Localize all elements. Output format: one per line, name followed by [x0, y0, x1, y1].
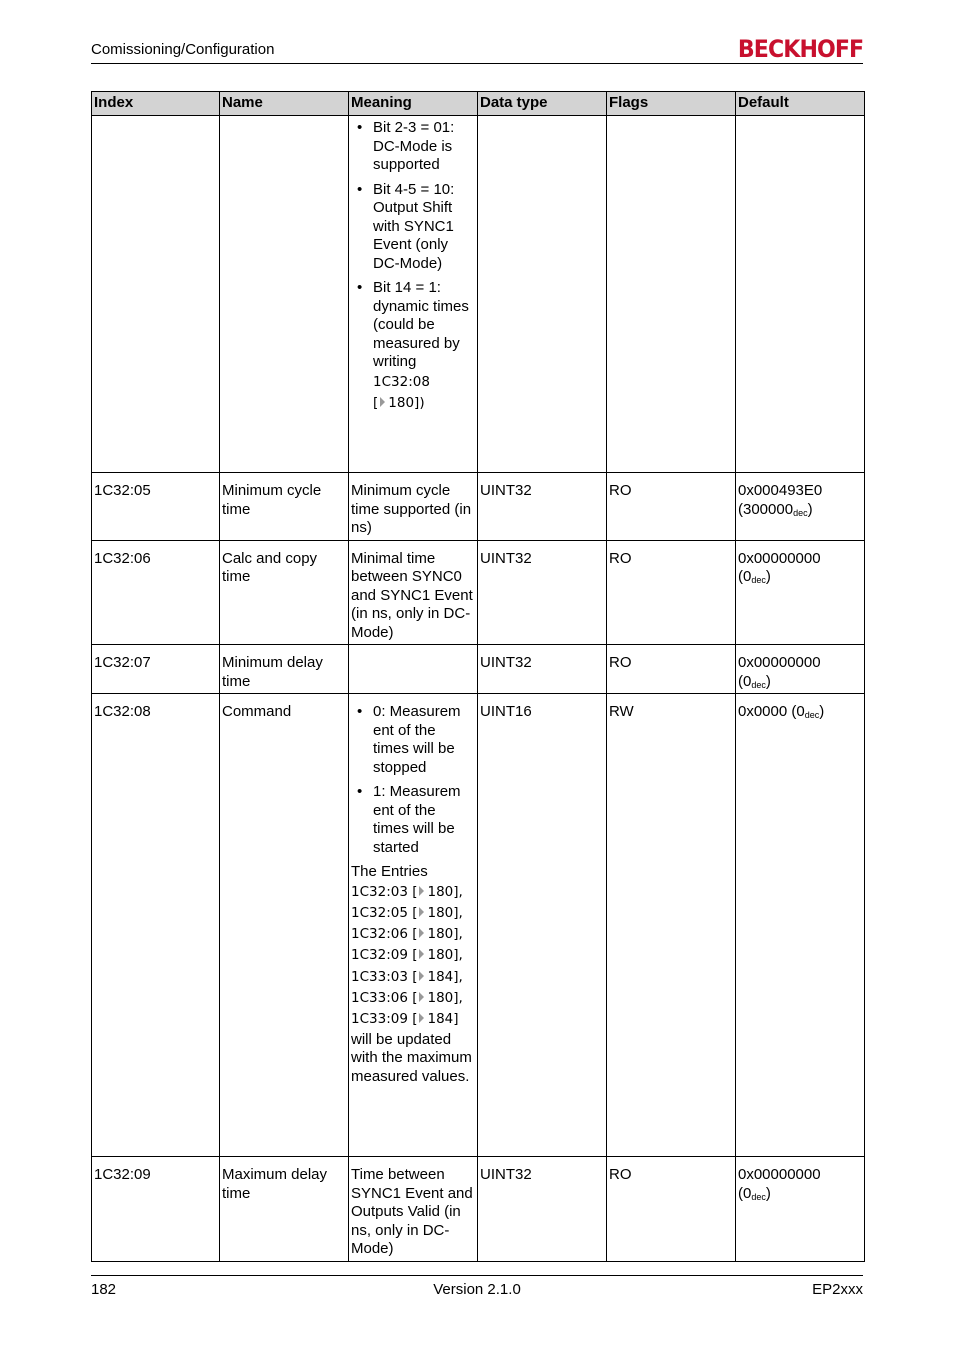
arrow-right-icon [419, 992, 424, 1002]
beckhoff-logo: BECKHOFF [737, 35, 863, 63]
arrow-right-icon [419, 886, 424, 896]
page-footer [91, 1275, 863, 1305]
cell-default: 0x000493E0 $(300000_{dec})$ [736, 473, 865, 541]
page-number: 182 [91, 1281, 117, 1298]
cell-name: Minimum delay time [220, 645, 349, 694]
bit-list [351, 119, 475, 414]
cell-data-type: UINT32 [478, 540, 607, 645]
list-item: • 1: Measurem ent of the times will be started [373, 783, 475, 857]
cell-data-type: UINT32 [478, 473, 607, 541]
cell-flags: RW [607, 694, 736, 1157]
list-item: • 0: Measurem ent of the times will be stopped [373, 703, 475, 777]
cell-meaning: Minimum cycle time supported (in ns) [349, 473, 478, 541]
list-item: • Bit 2-3 = 01: DC-Mode is supported [373, 119, 475, 175]
section-title: Comissioning/Configuration [91, 41, 275, 58]
arrow-right-icon [419, 1013, 424, 1023]
arrow-right-icon [419, 907, 424, 917]
column-header-name: Name [220, 92, 349, 116]
object-table [91, 91, 865, 1262]
column-header-data-type: Data type [478, 92, 607, 116]
column-header-index: Index [92, 92, 220, 116]
entries-intro: The Entries [351, 863, 428, 880]
list-item: • Bit 14 = 1: dynamic times (could be measured by writing 1C32:08 [ 180]) [373, 279, 475, 414]
cross-reference-link[interactable]: 1C33:06 [ 180], [351, 989, 463, 1006]
cell-data-type: UINT32 [478, 1157, 607, 1262]
arrow-right-icon [419, 949, 424, 959]
table-header-row [92, 92, 865, 116]
cell-name: Calc and copy time [220, 540, 349, 645]
arrow-right-icon [419, 971, 424, 981]
cross-reference-link[interactable]: 1C32:06 [ 180], [351, 926, 463, 943]
cell-flags: RO [607, 1157, 736, 1262]
cross-reference-link[interactable]: 1C32:03 [ 180], [351, 883, 463, 900]
product-name: EP2xxx [812, 1281, 863, 1298]
cell-meaning [349, 116, 478, 473]
column-header-flags: Flags [607, 92, 736, 116]
cell-data-type: UINT32 [478, 645, 607, 694]
cell-default [736, 116, 865, 473]
cell-data-type: UINT16 [478, 694, 607, 1157]
cell-name: Command [220, 694, 349, 1157]
cell-data-type [478, 116, 607, 473]
table-row [92, 694, 865, 1157]
cell-name: Maximum delay time [220, 1157, 349, 1262]
cell-flags: RO [607, 473, 736, 541]
table-row [92, 540, 865, 645]
cell-name: Minimum cycle time [220, 473, 349, 541]
cross-reference-link[interactable]: 1C32:09 [ 180], [351, 947, 463, 964]
table-row [92, 1157, 865, 1262]
arrow-right-icon [419, 928, 424, 938]
cell-name [220, 116, 349, 473]
cell-meaning: Minimal time between SYNC0 and SYNC1 Event (in ns, only in DC-Mode) [349, 540, 478, 645]
page-reference[interactable]: [ 180]) [373, 394, 425, 411]
cross-reference-link[interactable]: 1C32:08 [373, 373, 430, 390]
column-header-default: Default [736, 92, 865, 116]
cross-reference-link[interactable]: 1C33:03 [ 184], [351, 968, 463, 985]
cell-flags [607, 116, 736, 473]
cell-meaning [349, 694, 478, 1157]
cell-index: 1C32:08 [92, 694, 220, 1157]
table-row [92, 473, 865, 541]
command-list [351, 703, 475, 857]
cell-index [92, 116, 220, 473]
cell-default: 0x0000 $(0_{dec})$ [736, 694, 865, 1157]
document-version: Version 2.1.0 [433, 1281, 521, 1298]
cross-reference-link[interactable]: 1C32:05 [ 180], [351, 904, 463, 921]
cell-flags: RO [607, 540, 736, 645]
cell-flags: RO [607, 645, 736, 694]
cell-default: 0x00000000 $(0_{dec})$ [736, 645, 865, 694]
page-header [91, 35, 863, 64]
cell-index: 1C32:07 [92, 645, 220, 694]
cross-reference-link[interactable]: 1C33:09 [ 184] [351, 1011, 459, 1028]
cell-index: 1C32:06 [92, 540, 220, 645]
cell-index: 1C32:05 [92, 473, 220, 541]
cell-meaning: Time between SYNC1 Event and Outputs Valid (in ns, only in DC-Mode) [349, 1157, 478, 1262]
cell-meaning [349, 645, 478, 694]
cell-default: 0x00000000 $(0_{dec})$ [736, 1157, 865, 1262]
column-header-meaning: Meaning [349, 92, 478, 116]
table-row [92, 645, 865, 694]
entries-outro: will be updated with the maximum measured values. [351, 1030, 472, 1085]
cell-index: 1C32:09 [92, 1157, 220, 1262]
arrow-right-icon [380, 397, 385, 407]
cell-default: 0x00000000 $(0_{dec})$ [736, 540, 865, 645]
table-row [92, 116, 865, 473]
list-item: • Bit 4-5 = 10: Output Shift with SYNC1 Event (only DC-Mode) [373, 181, 475, 274]
